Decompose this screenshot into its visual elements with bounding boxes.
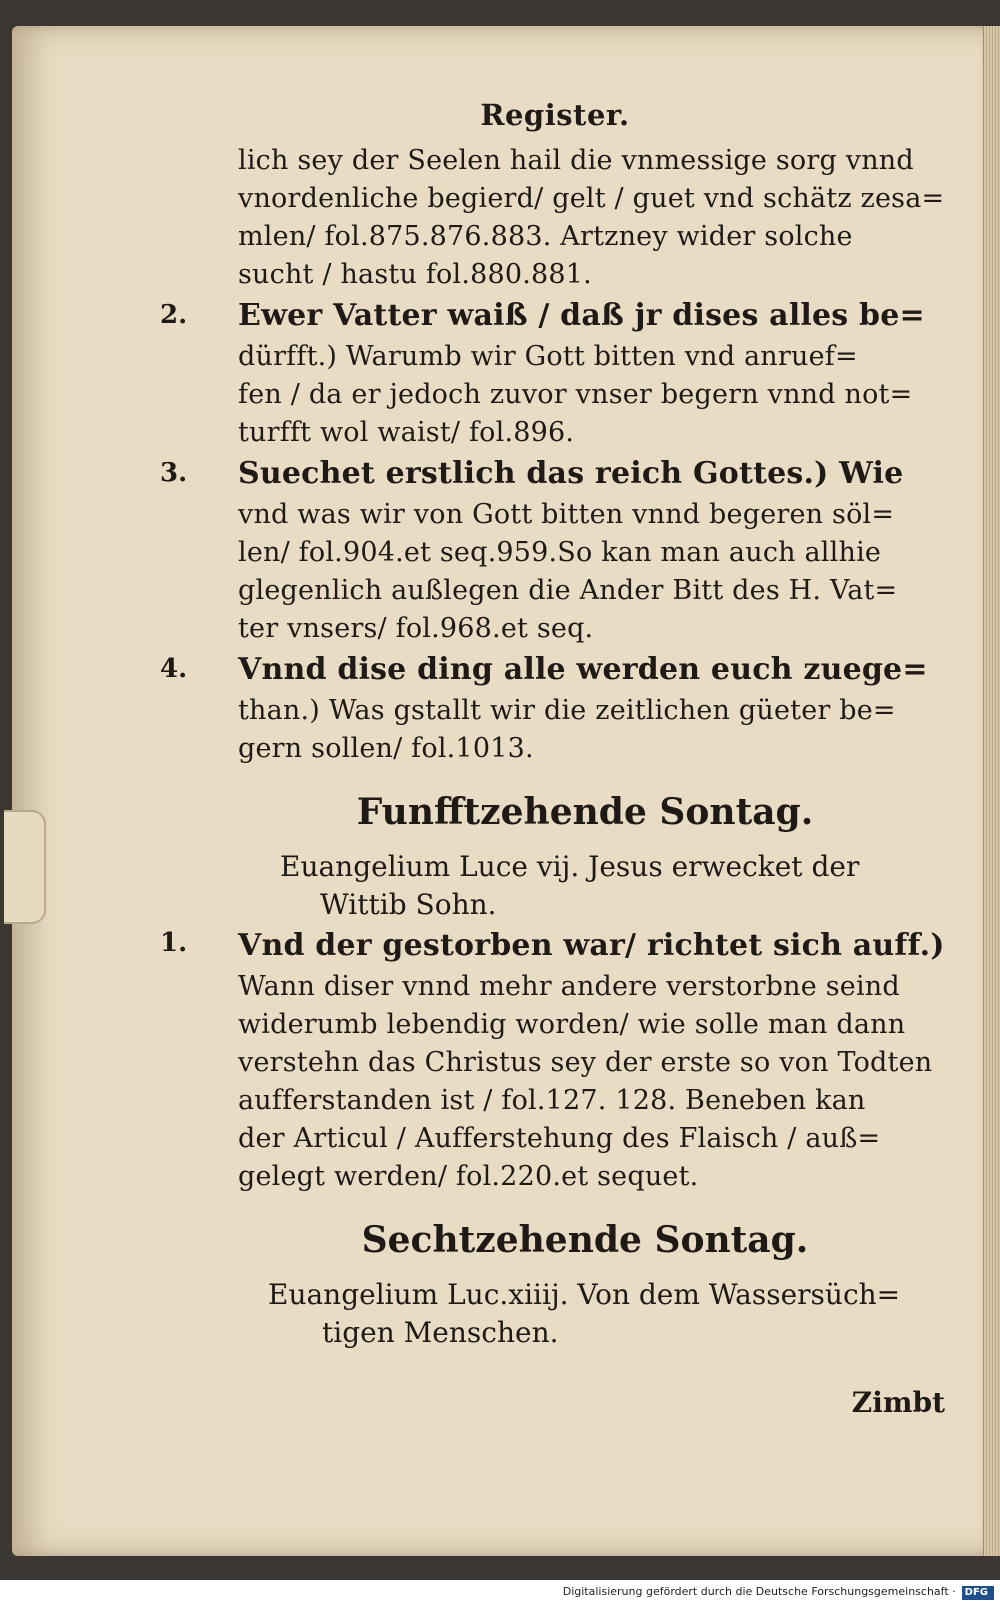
entry-line: Ewer Vatter waiß / daß jr dises alles be= (238, 298, 925, 333)
section-heading-15: Funfftzehende Sontag. (356, 791, 814, 833)
register-entry (160, 294, 950, 452)
entry-line: Vnd der gestorben war/ richtet sich auff.) (238, 928, 945, 963)
digitization-footer (0, 1582, 1000, 1603)
entry-line: aufferstanden ist / fol.127. 128. Beneben kan (238, 1085, 866, 1116)
entry-line: len/ fol.904.et seq.959.So kan man auch allhie (238, 537, 882, 568)
entry-line: gern sollen/ fol.1013. (238, 733, 534, 764)
footer-credit: Digitalisierung gefördert durch die Deutsche Forschungsgemeinschaft · (562, 1585, 956, 1598)
entry-line: Vnnd dise ding alle werden euch zuege= (238, 652, 928, 687)
page-tab (4, 810, 46, 924)
gospel-line: tigen Menschen. (322, 1316, 559, 1349)
entry-line: Wann diser vnnd mehr andere verstorbne seind (238, 971, 900, 1002)
register-entry (160, 648, 950, 768)
entry-lines (160, 924, 950, 1196)
entry-number: 4. (160, 654, 188, 684)
entry-line: turfft wol waist/ fol.896. (238, 417, 575, 448)
entry-line: gelegt werden/ fol.220.et sequet. (238, 1161, 699, 1192)
page-text (160, 98, 950, 1352)
register-entry (160, 924, 950, 1196)
register-entry (160, 142, 950, 294)
gospel-line: Euangelium Luc.xiiij. Von dem Wassersüch= (268, 1278, 901, 1311)
entry-line: dürfft.) Warumb wir Gott bitten vnd anruef= (238, 341, 858, 372)
page-edge (983, 26, 1000, 1556)
catchword: Zimbt (851, 1386, 945, 1419)
register-entries (160, 142, 950, 768)
gospel-line: Wittib Sohn. (320, 888, 497, 921)
entry-line: vnordenliche begierd/ gelt / guet vnd schätz zesa= (238, 183, 945, 214)
entry-line: ter vnsers/ fol.968.et seq. (238, 613, 594, 644)
running-head: Register. (480, 98, 630, 132)
entry-line: widerumb lebendig worden/ wie solle man dann (238, 1009, 906, 1040)
entry-line: glegenlich außlegen die Ander Bitt des H. Vat= (238, 575, 898, 606)
entry-line: vnd was wir von Gott bitten vnnd begeren söl= (238, 499, 895, 530)
section-heading-16: Sechtzehende Sontag. (361, 1219, 809, 1261)
entry-number: 2. (160, 300, 188, 330)
entry-line: lich sey der Seelen hail die vnmessige sorg vnnd (238, 145, 914, 176)
entry-line: mlen/ fol.875.876.883. Artzney wider solche (238, 221, 853, 252)
entry-line: fen / da er jedoch zuvor vnser begern vnnd not= (238, 379, 913, 410)
register-entry (160, 452, 950, 648)
entry-line: than.) Was gstallt wir die zeitlichen güeter be= (238, 695, 896, 726)
entry-line: verstehn das Christus sey der erste so von Todten (238, 1047, 933, 1078)
entry-number: 3. (160, 458, 188, 488)
entry-line: Suechet erstlich das reich Gottes.) Wie (238, 456, 904, 491)
entry-line: sucht / hastu fol.880.881. (238, 259, 592, 290)
dfg-logo: DFG (962, 1586, 994, 1600)
gospel-line: Euangelium Luce vij. Jesus erwecket der (280, 850, 860, 883)
entry-line: der Articul / Aufferstehung des Flaisch / auß= (238, 1123, 881, 1154)
entry-number: 1. (160, 928, 188, 958)
